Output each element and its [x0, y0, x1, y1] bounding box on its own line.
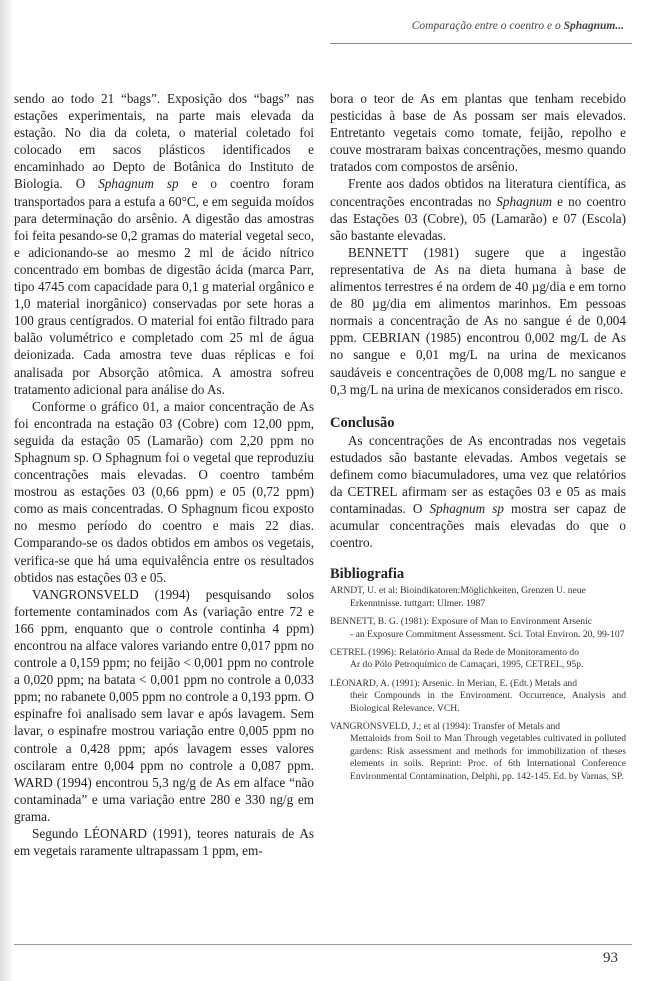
paragraph: bora o teor de As em plantas que tenham recebido pesticidas à base de As possam ser mais elevados. Entretanto vegetais como tomate, feijão, repolho e couve mostraram baixas concentrações, mesmo quando tratados com compostos de arsênio. — [330, 91, 626, 175]
right-column — [330, 90, 626, 789]
paragraph: Frente aos dados obtidos na literatura científica, as concentrações encontradas no Sphagnum e no coentro das Estações 03 (Cobre), 05 (Lamarão) e 07 (Escola) são bastante elevadas. — [330, 176, 626, 243]
reference-continuation: Erkenntnisse. tuttgart: Ulmer. 1987 — [350, 597, 486, 609]
reference-first-line: ARNDT, U. et al: Bioindikatoren:Möglichkeiten, Grenzen U. neue — [330, 585, 586, 597]
reference-continuation: Mettaloids from Soil to Man Through vegetables cultivated in polluted gardens: Risk assessment and methods for immobilization of theses elements in soils. Reprint: Proc. of 6th International Conference Environmental Contamination, Delphi, pp. 142-145. Ed. by Varnas, SP. — [350, 733, 626, 782]
paragraph: Segundo LÉONARD (1991), teores naturais de As em vegetais raramente ultrapassam 1 ppm, em- — [14, 826, 314, 859]
footer-rule — [14, 944, 632, 945]
reference-item — [330, 678, 626, 715]
reference-first-line: LÉONARD, A. (1991): Arsenic. In Merian, E. (Edt.) Metals and — [330, 677, 577, 689]
reference-item — [330, 647, 626, 672]
reference-item — [330, 616, 626, 641]
reference-item — [330, 585, 626, 610]
reference-first-line: CETREL (1996): Relatório Anual da Rede de Monitoramento do — [330, 646, 580, 658]
paragraph: sendo ao todo 21 “bags”. Exposição dos “bags” nas estações experimentais, na parte mais elevada da estação. No dia da coleta, o material coletado foi colocado em sacos plásticos identificados e encaminhado ao Depto de Botânica do Instituto de Biologia. O Sphagnum sp e o coentro foram transportados para a estufa a 60°C, e em seguida moídos para determinação do arsênio. A digestão das amostras foi feita pesando-se 0,2 gramas do material vegetal seco, e adicionando-se ao mesmo 2 ml de ácido nítrico concentrado em bombas de digestão ácida (marca Parr, tipo 4745 com capacidade para 0,1 g material orgânico e 1,0 material inorgânico) conservadas por sete horas a 100 graus centígrados. O material foi então filtrado para balão volumétrico e completado com 25 ml de água deionizada. Cada amostra teve duas réplicas e foi analisada por Absorção atômica. A amostra sofreu tratamento adicional para análise do As. — [14, 91, 314, 397]
reference-first-line: VANGRONSVELD, J.; et al (1994): Transfer of Metals and — [330, 721, 561, 732]
reference-continuation: their Compounds in the Environment. Occurrence, Analysis and Biological Relevance. VCH. — [350, 690, 626, 714]
conclusion-heading: Conclusão — [330, 414, 395, 431]
conclusion-paragraph: As concentrações de As encontradas nos vegetais estudados são bastante elevadas. Ambos vegetais se definem como biacumuladores, uma vez que relatórios da CETREL afirmam ser as estações 03 e 05 as mais contaminadas. O Sphagnum sp mostra ser capaz de acumular concentrações mais elevadas do que o coentro. — [330, 432, 626, 551]
binding-shadow — [0, 0, 14, 981]
reference-list — [330, 585, 626, 783]
reference-continuation: - an Exposure Commitment Assessment. Sci. Total Environ. 20, 99-107 — [350, 628, 625, 640]
header-rule — [330, 43, 632, 44]
left-column — [14, 90, 314, 859]
reference-item — [330, 721, 626, 783]
running-head-prefix: Comparação entre o coentro e o — [411, 20, 564, 32]
reference-continuation: Ar do Pólo Petroquímico de Camaçari, 1995, CETREL, 95p. — [350, 659, 584, 671]
running-head-emphasis: Sphagnum... — [563, 20, 624, 32]
paragraph: VANGRONSVELD (1994) pesquisando solos fortemente contaminados com As (variação entre 72 e 166 ppm, enquanto que o controle continha 4 ppm) encontrou na alface valores variando entre 0,017 ppm no controle a 0,159 ppm; no feijão < 0,001 ppm no controle a 0,020 ppm; na batata < 0,001 ppm no controle a 0,033 ppm; no rabanete 0,005 ppm no controle a 0,193 ppm. O espinafre foi analisado sem lavar e após lavagem. Sem lavar, o espinafre mostrou variação entre 0,005 ppm no controle a 0,428 ppm; após lavagem esses valores oscilaram entre 0,004 ppm no controle a 0,087 ppm. WARD (1994) encontrou 5,3 ng/g de As em alface “não contaminada” e uma variação entre 280 e 330 ng/g em grama. — [14, 586, 314, 824]
paragraph: Conforme o gráfico 01, a maior concentração de As foi encontrada na estação 03 (Cobre) com 12,00 ppm, seguida da estação 05 (Lamarão) com 2,20 ppm no Sphagnum sp. O Sphagnum foi o vegetal que reproduziu concentrações mais elevadas. O coentro também mostrou as estações 03 (0,66 ppm) e 05 (0,72 ppm) como as mais concentradas. O Sphagnum ficou exposto no mesmo período do coentro e mais 22 dias. Comparando-se os dados obtidos em ambos os vegetais, verifica-se que há uma equivalência entre os resultados obtidos nas estações 03 e 05. — [14, 398, 314, 585]
paragraph: BENNETT (1981) sugere que a ingestão representativa de As na dieta humana à base de alimentos terrestres é na ordem de 40 µg/dia e em torno de 80 µg/dia em alimentos marinhos. Em pessoas normais a concentração de As no sangue é de 0,004 ppm. CEBRIAN (1985) encontrou 0,002 mg/L de As no sangue e 0,01 mg/L na urina de mexicanos saudáveis e concentrações de 0,008 mg/L no sangue e 0,3 mg/L na urina de mexicanos considerados em risco. — [330, 244, 626, 397]
reference-first-line: BENNETT, B. G. (1981): Exposure of Man to Environment Arsenic — [330, 616, 593, 628]
page-number: 93 — [603, 950, 618, 966]
running-head — [412, 20, 624, 32]
bibliography-heading: Bibliografia — [330, 566, 405, 583]
